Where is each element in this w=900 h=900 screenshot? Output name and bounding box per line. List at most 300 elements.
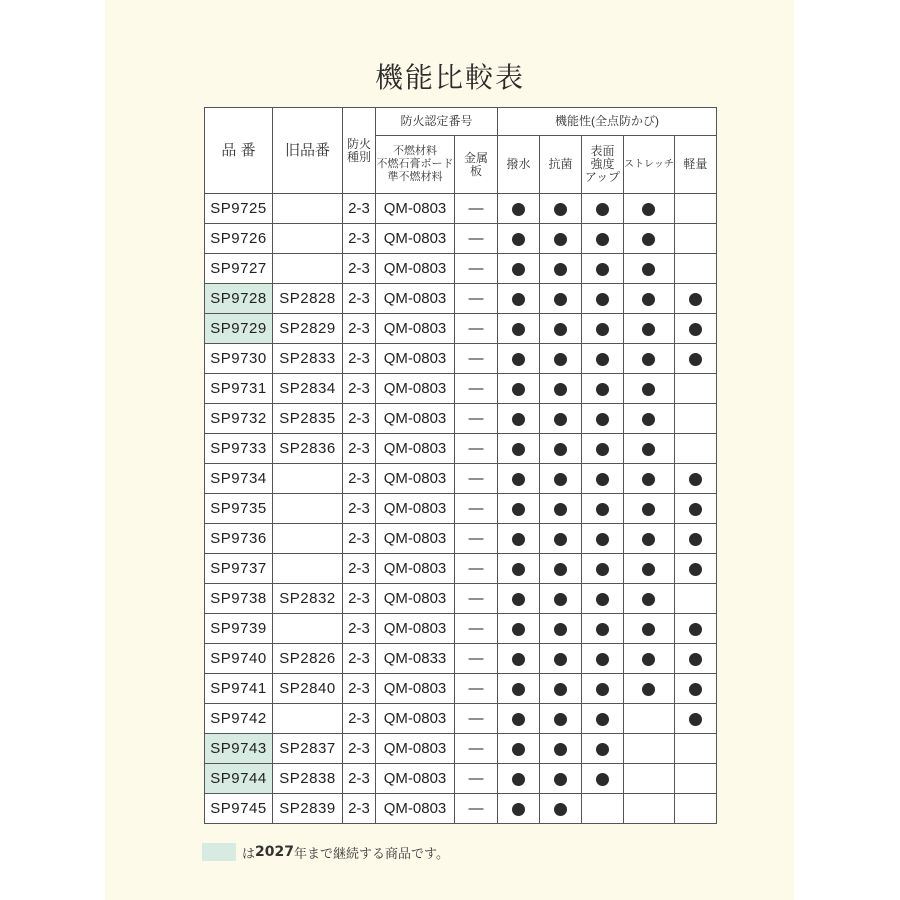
surface-strength-cell xyxy=(582,644,624,674)
metal-plate-cell: — xyxy=(455,674,498,704)
fire-class-cell: 2-3 xyxy=(343,314,376,344)
filled-circle-icon xyxy=(512,323,525,336)
table-row xyxy=(205,644,717,674)
water-repellent-cell xyxy=(498,224,540,254)
fire-class-cell: 2-3 xyxy=(343,254,376,284)
filled-circle-icon xyxy=(689,503,702,516)
filled-circle-icon xyxy=(642,233,655,246)
table-body xyxy=(205,194,717,824)
stretch-cell xyxy=(624,704,675,734)
header-old-part-no: 旧品番 xyxy=(273,108,343,194)
surface-strength-cell xyxy=(582,374,624,404)
filled-circle-icon xyxy=(596,713,609,726)
fire-class-cell: 2-3 xyxy=(343,524,376,554)
old-part-no-cell xyxy=(273,494,343,524)
filled-circle-icon xyxy=(512,563,525,576)
surface-strength-cell xyxy=(582,704,624,734)
water-repellent-cell xyxy=(498,314,540,344)
filled-circle-icon xyxy=(642,683,655,696)
filled-circle-icon xyxy=(554,473,567,486)
fire-class-cell: 2-3 xyxy=(343,584,376,614)
filled-circle-icon xyxy=(689,533,702,546)
table-row xyxy=(205,464,717,494)
water-repellent-cell xyxy=(498,554,540,584)
table-row xyxy=(205,284,717,314)
water-repellent-cell xyxy=(498,584,540,614)
filled-circle-icon xyxy=(596,473,609,486)
filled-circle-icon xyxy=(689,353,702,366)
antibacterial-cell xyxy=(540,464,582,494)
header-metal-plate: 金属 板 xyxy=(455,136,498,194)
fire-class-cell: 2-3 xyxy=(343,344,376,374)
part-no-cell: SP9740 xyxy=(205,644,273,674)
surface-strength-cell xyxy=(582,584,624,614)
fire-cert-cell: QM-0803 xyxy=(376,524,455,554)
stretch-cell xyxy=(624,584,675,614)
antibacterial-cell xyxy=(540,764,582,794)
fire-cert-cell: QM-0833 xyxy=(376,644,455,674)
old-part-no-cell xyxy=(273,464,343,494)
header-antibacterial: 抗菌 xyxy=(540,136,582,194)
legend-note xyxy=(202,843,449,861)
stretch-cell xyxy=(624,194,675,224)
filled-circle-icon xyxy=(554,803,567,816)
water-repellent-cell xyxy=(498,704,540,734)
metal-plate-cell: — xyxy=(455,704,498,734)
fire-cert-cell: QM-0803 xyxy=(376,494,455,524)
header-fire-material: 不燃材料 不燃石膏ボード 準不燃材料 xyxy=(376,136,455,194)
filled-circle-icon xyxy=(512,233,525,246)
filled-circle-icon xyxy=(554,713,567,726)
fire-cert-cell: QM-0803 xyxy=(376,464,455,494)
filled-circle-icon xyxy=(596,203,609,216)
lightweight-cell xyxy=(674,284,716,314)
table-row xyxy=(205,404,717,434)
fire-class-cell: 2-3 xyxy=(343,644,376,674)
filled-circle-icon xyxy=(689,473,702,486)
water-repellent-cell xyxy=(498,284,540,314)
lightweight-cell xyxy=(674,644,716,674)
filled-circle-icon xyxy=(596,533,609,546)
filled-circle-icon xyxy=(642,323,655,336)
fire-class-cell: 2-3 xyxy=(343,194,376,224)
antibacterial-cell xyxy=(540,644,582,674)
water-repellent-cell xyxy=(498,674,540,704)
lightweight-cell xyxy=(674,794,716,824)
fire-class-cell: 2-3 xyxy=(343,224,376,254)
part-no-cell: SP9739 xyxy=(205,614,273,644)
surface-strength-cell xyxy=(582,794,624,824)
filled-circle-icon xyxy=(554,653,567,666)
filled-circle-icon xyxy=(554,503,567,516)
old-part-no-cell xyxy=(273,704,343,734)
surface-strength-cell xyxy=(582,764,624,794)
lightweight-cell xyxy=(674,494,716,524)
fire-class-cell: 2-3 xyxy=(343,464,376,494)
water-repellent-cell xyxy=(498,434,540,464)
antibacterial-cell xyxy=(540,494,582,524)
surface-strength-cell xyxy=(582,284,624,314)
filled-circle-icon xyxy=(596,413,609,426)
antibacterial-cell xyxy=(540,614,582,644)
stretch-cell xyxy=(624,224,675,254)
part-no-cell: SP9734 xyxy=(205,464,273,494)
stretch-cell xyxy=(624,374,675,404)
filled-circle-icon xyxy=(554,263,567,276)
water-repellent-cell xyxy=(498,194,540,224)
lightweight-cell xyxy=(674,374,716,404)
metal-plate-cell: — xyxy=(455,344,498,374)
old-part-no-cell: SP2838 xyxy=(273,764,343,794)
filled-circle-icon xyxy=(512,803,525,816)
filled-circle-icon xyxy=(554,683,567,696)
stretch-cell xyxy=(624,404,675,434)
fire-cert-cell: QM-0803 xyxy=(376,734,455,764)
metal-plate-cell: — xyxy=(455,224,498,254)
surface-strength-cell xyxy=(582,614,624,644)
comparison-table xyxy=(204,107,717,824)
surface-strength-cell xyxy=(582,314,624,344)
filled-circle-icon xyxy=(689,713,702,726)
part-no-cell: SP9728 xyxy=(205,284,273,314)
fire-class-cell: 2-3 xyxy=(343,614,376,644)
fire-cert-cell: QM-0803 xyxy=(376,374,455,404)
header-lightweight: 軽量 xyxy=(674,136,716,194)
fire-cert-cell: QM-0803 xyxy=(376,194,455,224)
stretch-cell xyxy=(624,284,675,314)
old-part-no-cell: SP2826 xyxy=(273,644,343,674)
filled-circle-icon xyxy=(689,623,702,636)
metal-plate-cell: — xyxy=(455,524,498,554)
filled-circle-icon xyxy=(554,203,567,216)
lightweight-cell xyxy=(674,224,716,254)
fire-class-cell: 2-3 xyxy=(343,554,376,584)
lightweight-cell xyxy=(674,704,716,734)
filled-circle-icon xyxy=(596,653,609,666)
metal-plate-cell: — xyxy=(455,644,498,674)
old-part-no-cell: SP2828 xyxy=(273,284,343,314)
old-part-no-cell: SP2837 xyxy=(273,734,343,764)
part-no-cell: SP9736 xyxy=(205,524,273,554)
antibacterial-cell xyxy=(540,224,582,254)
table-row xyxy=(205,254,717,284)
water-repellent-cell xyxy=(498,464,540,494)
antibacterial-cell xyxy=(540,194,582,224)
part-no-cell: SP9737 xyxy=(205,554,273,584)
filled-circle-icon xyxy=(512,683,525,696)
table-row xyxy=(205,674,717,704)
old-part-no-cell: SP2834 xyxy=(273,374,343,404)
lightweight-cell xyxy=(674,194,716,224)
header-water-repellent: 撥水 xyxy=(498,136,540,194)
filled-circle-icon xyxy=(642,533,655,546)
stretch-cell xyxy=(624,254,675,284)
surface-strength-cell xyxy=(582,554,624,584)
filled-circle-icon xyxy=(642,383,655,396)
water-repellent-cell xyxy=(498,794,540,824)
filled-circle-icon xyxy=(596,593,609,606)
table-row xyxy=(205,794,717,824)
stretch-cell xyxy=(624,434,675,464)
metal-plate-cell: — xyxy=(455,314,498,344)
filled-circle-icon xyxy=(512,623,525,636)
surface-strength-cell xyxy=(582,674,624,704)
legend-prefix: は xyxy=(242,846,256,862)
fire-cert-cell: QM-0803 xyxy=(376,704,455,734)
water-repellent-cell xyxy=(498,644,540,674)
filled-circle-icon xyxy=(596,353,609,366)
water-repellent-cell xyxy=(498,734,540,764)
antibacterial-cell xyxy=(540,554,582,584)
old-part-no-cell xyxy=(273,194,343,224)
header-surface-strength: 表面 強度 アップ xyxy=(582,136,624,194)
metal-plate-cell: — xyxy=(455,554,498,584)
table-row xyxy=(205,614,717,644)
old-part-no-cell: SP2829 xyxy=(273,314,343,344)
filled-circle-icon xyxy=(596,743,609,756)
fire-class-cell: 2-3 xyxy=(343,434,376,464)
fire-cert-cell: QM-0803 xyxy=(376,674,455,704)
filled-circle-icon xyxy=(596,383,609,396)
stretch-cell xyxy=(624,614,675,644)
filled-circle-icon xyxy=(554,293,567,306)
fire-cert-cell: QM-0803 xyxy=(376,554,455,584)
fire-cert-cell: QM-0803 xyxy=(376,284,455,314)
filled-circle-icon xyxy=(642,293,655,306)
filled-circle-icon xyxy=(642,593,655,606)
surface-strength-cell xyxy=(582,194,624,224)
table-row xyxy=(205,734,717,764)
antibacterial-cell xyxy=(540,674,582,704)
surface-strength-cell xyxy=(582,734,624,764)
fire-class-cell: 2-3 xyxy=(343,374,376,404)
lightweight-cell xyxy=(674,254,716,284)
lightweight-cell xyxy=(674,734,716,764)
filled-circle-icon xyxy=(512,443,525,456)
table-row xyxy=(205,194,717,224)
metal-plate-cell: — xyxy=(455,494,498,524)
filled-circle-icon xyxy=(596,323,609,336)
old-part-no-cell: SP2840 xyxy=(273,674,343,704)
filled-circle-icon xyxy=(596,563,609,576)
fire-cert-cell: QM-0803 xyxy=(376,584,455,614)
filled-circle-icon xyxy=(512,473,525,486)
surface-strength-cell xyxy=(582,344,624,374)
table-header xyxy=(205,108,717,194)
filled-circle-icon xyxy=(689,653,702,666)
part-no-cell: SP9738 xyxy=(205,584,273,614)
fire-cert-cell: QM-0803 xyxy=(376,794,455,824)
lightweight-cell xyxy=(674,314,716,344)
legend-swatch xyxy=(202,843,236,861)
surface-strength-cell xyxy=(582,524,624,554)
antibacterial-cell xyxy=(540,344,582,374)
table-row xyxy=(205,224,717,254)
table-row xyxy=(205,494,717,524)
filled-circle-icon xyxy=(512,383,525,396)
part-no-cell: SP9742 xyxy=(205,704,273,734)
filled-circle-icon xyxy=(596,293,609,306)
stretch-cell xyxy=(624,464,675,494)
part-no-cell: SP9731 xyxy=(205,374,273,404)
surface-strength-cell xyxy=(582,434,624,464)
fire-cert-cell: QM-0803 xyxy=(376,434,455,464)
filled-circle-icon xyxy=(512,593,525,606)
filled-circle-icon xyxy=(554,383,567,396)
filled-circle-icon xyxy=(596,773,609,786)
stretch-cell xyxy=(624,674,675,704)
metal-plate-cell: — xyxy=(455,404,498,434)
header-fire-class: 防火 種別 xyxy=(343,108,376,194)
surface-strength-cell xyxy=(582,404,624,434)
filled-circle-icon xyxy=(642,413,655,426)
fire-class-cell: 2-3 xyxy=(343,734,376,764)
header-fire-cert-group: 防火認定番号 xyxy=(376,108,498,136)
filled-circle-icon xyxy=(642,653,655,666)
water-repellent-cell xyxy=(498,764,540,794)
filled-circle-icon xyxy=(512,413,525,426)
water-repellent-cell xyxy=(498,374,540,404)
fire-class-cell: 2-3 xyxy=(343,764,376,794)
header-part-no: 品 番 xyxy=(205,108,273,194)
fire-cert-cell: QM-0803 xyxy=(376,314,455,344)
table-row xyxy=(205,374,717,404)
filled-circle-icon xyxy=(512,533,525,546)
filled-circle-icon xyxy=(596,443,609,456)
lightweight-cell xyxy=(674,434,716,464)
lightweight-cell xyxy=(674,764,716,794)
filled-circle-icon xyxy=(554,563,567,576)
stretch-cell xyxy=(624,344,675,374)
table-row xyxy=(205,764,717,794)
page-title: 機能比較表 xyxy=(374,61,525,94)
lightweight-cell xyxy=(674,524,716,554)
antibacterial-cell xyxy=(540,794,582,824)
filled-circle-icon xyxy=(554,413,567,426)
fire-class-cell: 2-3 xyxy=(343,794,376,824)
old-part-no-cell xyxy=(273,554,343,584)
antibacterial-cell xyxy=(540,284,582,314)
antibacterial-cell xyxy=(540,404,582,434)
table-row xyxy=(205,344,717,374)
filled-circle-icon xyxy=(642,473,655,486)
filled-circle-icon xyxy=(554,743,567,756)
old-part-no-cell: SP2832 xyxy=(273,584,343,614)
water-repellent-cell xyxy=(498,524,540,554)
part-no-cell: SP9727 xyxy=(205,254,273,284)
filled-circle-icon xyxy=(642,503,655,516)
metal-plate-cell: — xyxy=(455,194,498,224)
filled-circle-icon xyxy=(642,263,655,276)
water-repellent-cell xyxy=(498,614,540,644)
filled-circle-icon xyxy=(689,323,702,336)
water-repellent-cell xyxy=(498,494,540,524)
antibacterial-cell xyxy=(540,374,582,404)
part-no-cell: SP9741 xyxy=(205,674,273,704)
metal-plate-cell: — xyxy=(455,434,498,464)
old-part-no-cell: SP2833 xyxy=(273,344,343,374)
metal-plate-cell: — xyxy=(455,584,498,614)
stretch-cell xyxy=(624,734,675,764)
old-part-no-cell: SP2836 xyxy=(273,434,343,464)
stretch-cell xyxy=(624,314,675,344)
part-no-cell: SP9745 xyxy=(205,794,273,824)
stretch-cell xyxy=(624,494,675,524)
filled-circle-icon xyxy=(554,533,567,546)
part-no-cell: SP9729 xyxy=(205,314,273,344)
water-repellent-cell xyxy=(498,344,540,374)
part-no-cell: SP9730 xyxy=(205,344,273,374)
antibacterial-cell xyxy=(540,434,582,464)
metal-plate-cell: — xyxy=(455,254,498,284)
filled-circle-icon xyxy=(554,623,567,636)
filled-circle-icon xyxy=(642,443,655,456)
table-row xyxy=(205,584,717,614)
old-part-no-cell xyxy=(273,224,343,254)
filled-circle-icon xyxy=(596,683,609,696)
part-no-cell: SP9733 xyxy=(205,434,273,464)
table-row xyxy=(205,434,717,464)
fire-class-cell: 2-3 xyxy=(343,284,376,314)
metal-plate-cell: — xyxy=(455,794,498,824)
antibacterial-cell xyxy=(540,704,582,734)
fire-cert-cell: QM-0803 xyxy=(376,764,455,794)
fire-class-cell: 2-3 xyxy=(343,494,376,524)
filled-circle-icon xyxy=(689,563,702,576)
part-no-cell: SP9744 xyxy=(205,764,273,794)
lightweight-cell xyxy=(674,464,716,494)
filled-circle-icon xyxy=(554,443,567,456)
fire-cert-cell: QM-0803 xyxy=(376,254,455,284)
stretch-cell xyxy=(624,794,675,824)
water-repellent-cell xyxy=(498,254,540,284)
filled-circle-icon xyxy=(642,353,655,366)
lightweight-cell xyxy=(674,674,716,704)
old-part-no-cell xyxy=(273,614,343,644)
filled-circle-icon xyxy=(512,713,525,726)
filled-circle-icon xyxy=(512,203,525,216)
filled-circle-icon xyxy=(554,773,567,786)
filled-circle-icon xyxy=(689,683,702,696)
lightweight-cell xyxy=(674,344,716,374)
surface-strength-cell xyxy=(582,254,624,284)
fire-class-cell: 2-3 xyxy=(343,404,376,434)
metal-plate-cell: — xyxy=(455,764,498,794)
part-no-cell: SP9743 xyxy=(205,734,273,764)
part-no-cell: SP9732 xyxy=(205,404,273,434)
fire-cert-cell: QM-0803 xyxy=(376,224,455,254)
metal-plate-cell: — xyxy=(455,464,498,494)
filled-circle-icon xyxy=(689,293,702,306)
filled-circle-icon xyxy=(512,293,525,306)
filled-circle-icon xyxy=(642,623,655,636)
filled-circle-icon xyxy=(512,743,525,756)
fire-class-cell: 2-3 xyxy=(343,704,376,734)
surface-strength-cell xyxy=(582,494,624,524)
filled-circle-icon xyxy=(642,203,655,216)
part-no-cell: SP9735 xyxy=(205,494,273,524)
filled-circle-icon xyxy=(596,233,609,246)
metal-plate-cell: — xyxy=(455,734,498,764)
part-no-cell: SP9725 xyxy=(205,194,273,224)
antibacterial-cell xyxy=(540,254,582,284)
fire-cert-cell: QM-0803 xyxy=(376,404,455,434)
antibacterial-cell xyxy=(540,524,582,554)
table-row xyxy=(205,554,717,584)
filled-circle-icon xyxy=(554,353,567,366)
filled-circle-icon xyxy=(554,323,567,336)
antibacterial-cell xyxy=(540,314,582,344)
